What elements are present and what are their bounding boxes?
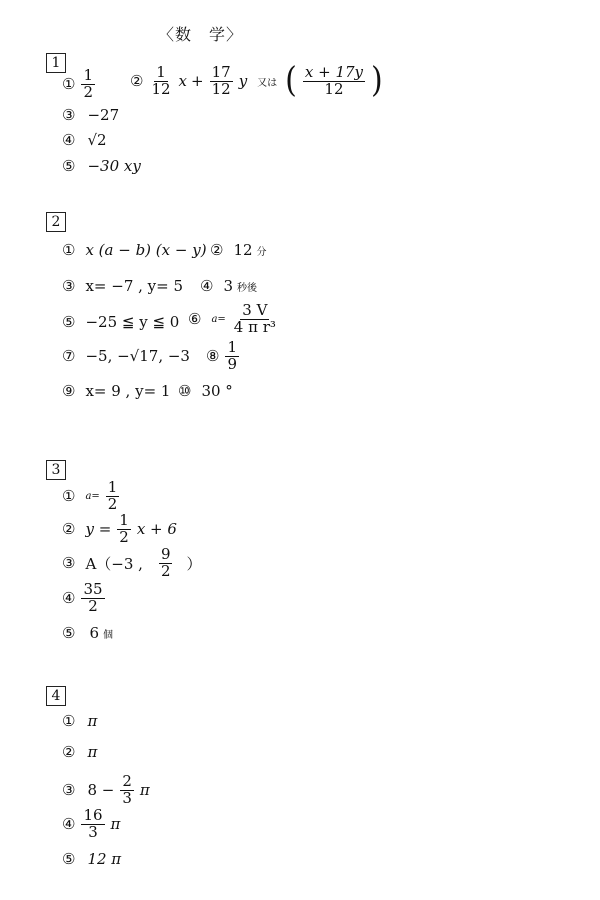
fraction xyxy=(117,513,131,546)
expression-prefix: 8 − xyxy=(87,781,115,800)
right-paren: ) xyxy=(371,60,383,101)
s2-answer-10 xyxy=(178,382,233,400)
fraction xyxy=(225,340,239,373)
fraction xyxy=(303,65,365,98)
s1-answer-4 xyxy=(62,131,107,149)
numerator: 1 xyxy=(156,63,166,81)
answer-value: 6 xyxy=(89,624,99,642)
lhs-label: y = xyxy=(85,520,112,539)
s3-answer-1 xyxy=(62,480,121,513)
s3-answer-2 xyxy=(62,513,177,546)
s4-answer-3 xyxy=(62,774,150,807)
lhs-label: a= xyxy=(211,313,226,325)
fraction xyxy=(81,582,104,615)
plus-sign: + xyxy=(191,72,204,91)
denominator: 2 xyxy=(83,82,93,101)
lhs-label: a= xyxy=(85,490,100,502)
page-title: 〈数 学〉 xyxy=(158,25,244,44)
answer-number: ④ xyxy=(62,589,76,608)
s4-answer-4 xyxy=(62,808,120,841)
fraction xyxy=(159,547,173,580)
answer-value: x (a − b) (x − y) xyxy=(85,241,207,259)
answer-number: ② xyxy=(210,241,224,259)
s2-answer-2 xyxy=(210,241,267,259)
denominator: 12 xyxy=(151,79,171,98)
section-3-box: 3 xyxy=(46,460,66,480)
rhs-expression: x + 6 xyxy=(136,520,177,539)
numerator: 17 xyxy=(211,63,231,81)
answer-number: ③ xyxy=(62,781,76,800)
s1-answer-2 xyxy=(130,60,383,101)
answer-value: π xyxy=(87,712,98,730)
s1-answer-5 xyxy=(62,157,141,175)
denominator: 3 xyxy=(88,822,98,841)
fraction xyxy=(232,303,278,336)
answer-number: ⑥ xyxy=(188,310,202,329)
section-1-box: 1 xyxy=(46,53,66,73)
denominator: 12 xyxy=(211,79,231,98)
s3-answer-3 xyxy=(62,547,202,580)
denominator: 9 xyxy=(227,354,237,373)
answer-number: ⑤ xyxy=(62,313,76,331)
numerator: 3 V xyxy=(242,301,268,319)
s1-answer-3 xyxy=(62,106,119,124)
answer-value: 3 xyxy=(223,277,233,295)
answer-number: ④ xyxy=(62,131,76,149)
answer-value: 12 xyxy=(233,241,253,259)
numerator: 16 xyxy=(83,806,103,824)
answer-number: ⑨ xyxy=(62,382,76,400)
answer-value: 30 ° xyxy=(201,382,233,400)
denominator: 2 xyxy=(107,494,118,513)
point-prefix: A（−3 , xyxy=(85,554,143,573)
s2-answer-7 xyxy=(62,347,190,365)
answer-number: ④ xyxy=(200,277,214,295)
denominator: 2 xyxy=(160,561,171,580)
numerator: 1 xyxy=(119,511,129,529)
answer-number: ⑧ xyxy=(206,347,220,366)
fraction xyxy=(106,480,120,513)
left-paren: ( xyxy=(285,60,297,101)
fraction xyxy=(149,65,172,98)
answer-value: −5, −√17, −3 xyxy=(85,347,190,365)
variable-y: y xyxy=(238,72,248,91)
answer-number: ② xyxy=(130,72,144,91)
answer-number: ⑩ xyxy=(178,382,192,400)
denominator: 12 xyxy=(324,79,344,98)
unit-label: 分 xyxy=(256,246,267,258)
answer-value: √2 xyxy=(87,131,107,149)
numerator: 1 xyxy=(227,338,237,356)
answer-number: ⑤ xyxy=(62,157,76,175)
s2-answer-1 xyxy=(62,241,207,259)
answer-number: ④ xyxy=(62,815,76,834)
s3-answer-5 xyxy=(62,624,113,642)
answer-number: ① xyxy=(62,712,76,730)
answer-number: ② xyxy=(62,520,76,539)
point-suffix: ） xyxy=(186,554,202,573)
answer-number: ① xyxy=(62,487,76,506)
answer-value: −30 xy xyxy=(87,157,141,175)
pi-symbol: π xyxy=(139,781,150,800)
denominator: 2 xyxy=(88,596,98,615)
fraction xyxy=(81,68,95,101)
variable-x: x xyxy=(178,72,188,91)
section-2-box: 2 xyxy=(46,212,66,232)
answer-number: ③ xyxy=(62,106,76,124)
unit-label: 秒後 xyxy=(237,282,257,294)
numerator: 2 xyxy=(122,772,132,790)
answer-number: ① xyxy=(62,241,76,259)
fraction xyxy=(120,774,134,807)
answer-number: ③ xyxy=(62,554,76,573)
numerator: 9 xyxy=(160,545,171,563)
s1-answer-1 xyxy=(62,68,97,101)
answer-number: ⑤ xyxy=(62,624,76,642)
unit-label: 個 xyxy=(103,629,113,641)
answer-value: −25 ≦ y ≦ 0 xyxy=(85,313,180,331)
s2-answer-9 xyxy=(62,382,170,400)
numerator: x + 17y xyxy=(304,63,364,81)
answer-value: x= 9 , y= 1 xyxy=(85,382,171,400)
s4-answer-2 xyxy=(62,743,97,761)
answer-value: 12 π xyxy=(87,850,122,868)
numerator: 1 xyxy=(107,478,118,496)
answer-value: x= −7 , y= 5 xyxy=(85,277,184,295)
numerator: 35 xyxy=(83,580,103,598)
answer-value: −27 xyxy=(87,106,120,124)
answer-number: ① xyxy=(62,75,76,94)
answer-number: ⑤ xyxy=(62,850,76,868)
denominator: 2 xyxy=(119,527,129,546)
answer-number: ⑦ xyxy=(62,347,76,365)
answer-value: π xyxy=(87,743,98,761)
fraction xyxy=(210,65,233,98)
s3-answer-4 xyxy=(62,582,107,615)
s2-answer-8 xyxy=(206,340,241,373)
answer-number: ③ xyxy=(62,277,76,295)
s2-answer-6 xyxy=(188,303,280,336)
pi-symbol: π xyxy=(110,815,121,834)
fraction xyxy=(81,808,104,841)
s4-answer-1 xyxy=(62,712,97,730)
section-4-box: 4 xyxy=(46,686,66,706)
s4-answer-5 xyxy=(62,850,121,868)
denominator: 3 xyxy=(122,788,132,807)
or-label: 又は xyxy=(257,77,278,89)
s2-answer-5 xyxy=(62,313,179,331)
denominator: 4 π r³ xyxy=(233,317,276,336)
s2-answer-3 xyxy=(62,277,183,295)
numerator: 1 xyxy=(83,66,93,84)
s2-answer-4 xyxy=(200,277,257,295)
answer-number: ② xyxy=(62,743,76,761)
